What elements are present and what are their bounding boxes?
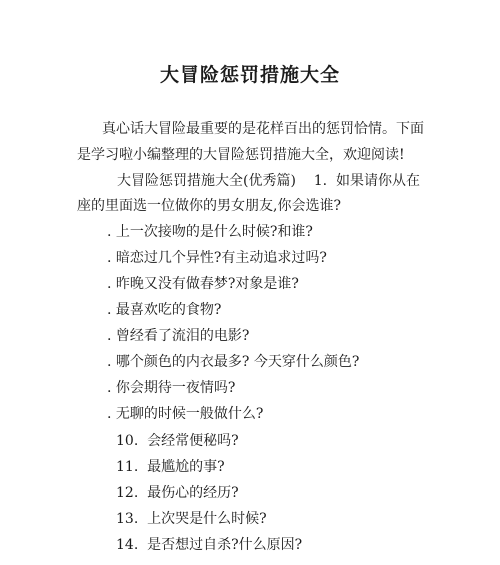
question-item: . 你会期待一夜情吗? [107, 380, 236, 396]
question-item: 14. 是否想过自杀?什么原因? [116, 537, 303, 553]
intro-line-1: 真心话大冒险最重要的是花样百出的惩罚恰情。下面 [102, 121, 424, 137]
question-item: . 曾经看了流泪的电影? [107, 328, 250, 344]
question-item: . 昨晚又没有做春梦?对象是谁? [107, 276, 299, 292]
question-item: . 最喜欢吃的食物? [107, 302, 222, 318]
question-item: . 暗恋过几个异性?有主动追求过吗? [107, 250, 327, 266]
section-heading-line: 大冒险惩罚措施大全(优秀篇) 1. 如果请你从在 [117, 173, 420, 189]
question-item: 10. 会经常便秘吗? [116, 433, 239, 449]
intro-line-2: 是学习啦小编整理的大冒险惩罚措施大全，欢迎阅读! [77, 147, 405, 163]
question-item: 13. 上次哭是什么时候? [116, 511, 267, 527]
question-item: . 哪个颜色的内衣最多? 今天穿什么颜色? [107, 354, 360, 370]
question-item: 12. 最伤心的经历? [116, 485, 239, 501]
question-item: 11. 最尴尬的事? [116, 459, 225, 475]
question-item: . 上一次接吻的是什么时候?和谁? [107, 224, 313, 240]
question-1-continued: 座的里面选一位做你的男女朋友,你会选谁? [77, 198, 341, 214]
document-title: 大冒险惩罚措施大全 [159, 64, 340, 86]
question-item: . 无聊的时候一般做什么? [107, 406, 264, 422]
